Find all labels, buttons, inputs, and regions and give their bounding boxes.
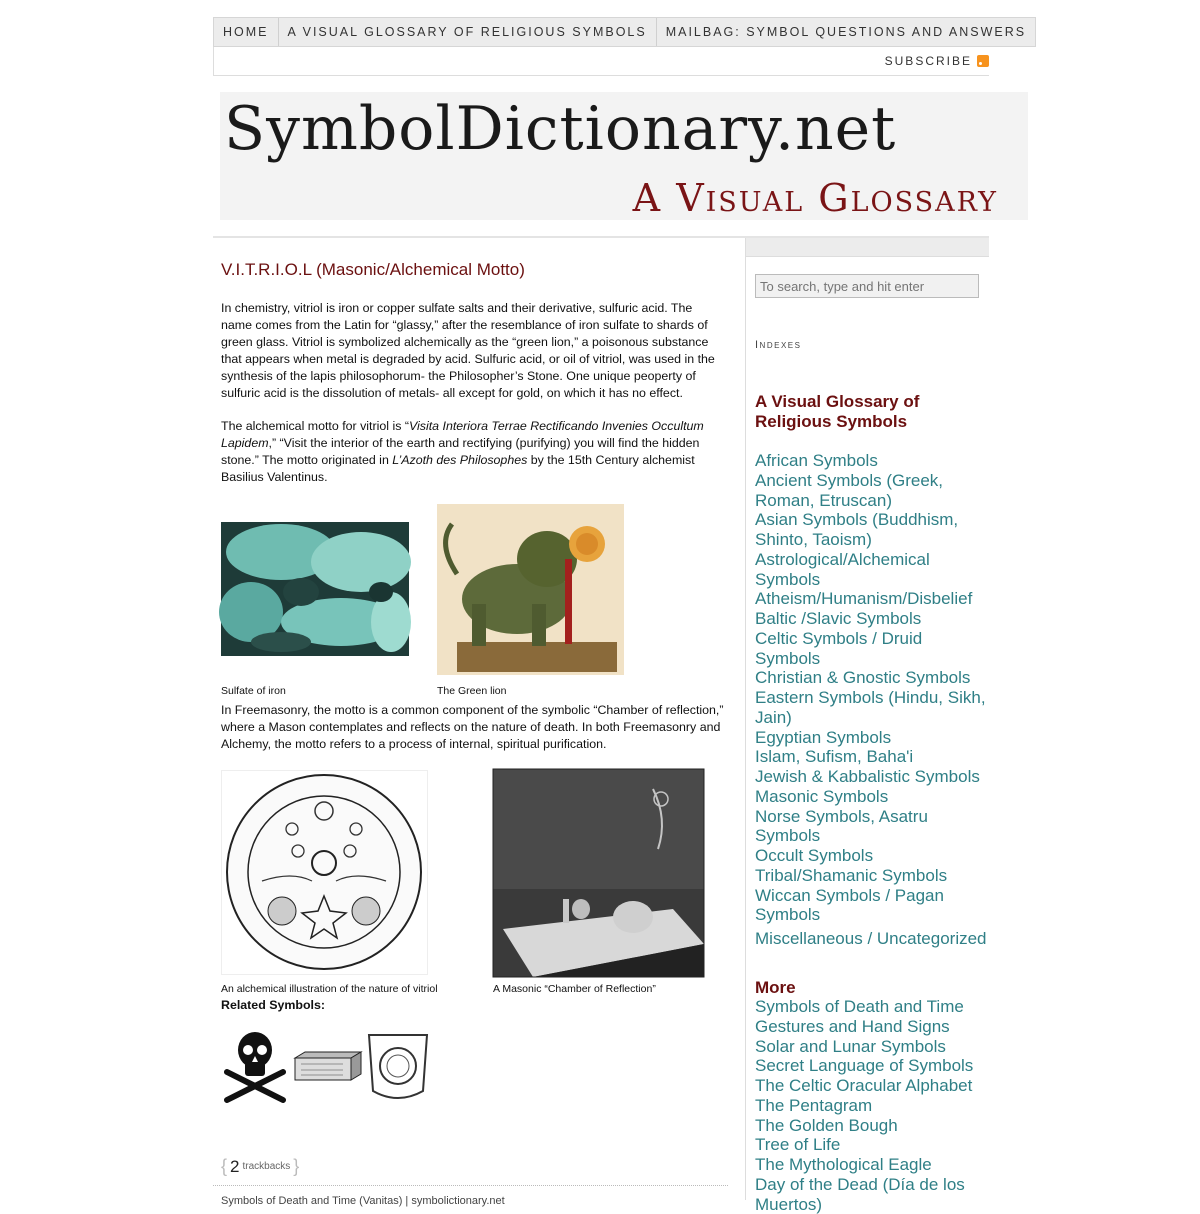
related-symbols-heading: Related Symbols: [221, 998, 325, 1012]
caption-sulfate-of-iron: Sulfate of iron [221, 685, 286, 697]
nav-home[interactable]: HOME [214, 18, 279, 46]
indexes-label: Indexes [755, 339, 802, 351]
sidebar-category-item[interactable]: Egyptian Symbols [755, 727, 892, 747]
brace-left-icon: { [221, 1156, 228, 1176]
sidebar-category-item[interactable]: Miscellaneous / Uncategorized [755, 928, 987, 948]
brace-right-icon: } [293, 1156, 300, 1176]
sidebar-more-item[interactable]: The Celtic Oracular Alphabet [755, 1076, 973, 1095]
sidebar-more-item[interactable]: The Mythological Eagle [755, 1155, 932, 1174]
more-list [755, 997, 987, 1214]
subscribe-link[interactable] [885, 54, 989, 68]
caption-green-lion: The Green lion [437, 685, 507, 697]
sidebar-more-item[interactable]: The Golden Bough [755, 1115, 898, 1135]
trackbacks-count: 2 [230, 1156, 240, 1176]
sidebar-category-item[interactable]: African Symbols [755, 451, 878, 470]
sidebar-more-item[interactable]: Day of the Dead (Día de los Muertos) [755, 1174, 965, 1214]
sidebar-category-item[interactable]: Occult Symbols [755, 846, 874, 865]
nav-visual-glossary[interactable]: A VISUAL GLOSSARY OF RELIGIOUS SYMBOLS [279, 18, 657, 46]
motto-latin: Visita Interiora Terrae Rectificando Invenies Occultum Lapidem [221, 419, 704, 450]
sidebar-category-item[interactable]: Christian & Gnostic Symbols [755, 668, 971, 688]
sidebar-more-item[interactable]: Gestures and Hand Signs [755, 1016, 950, 1036]
trackbacks-counter[interactable] [221, 1156, 299, 1177]
sidebar-category-item[interactable]: Asian Symbols (Buddhism, Shinto, Taoism) [755, 510, 959, 549]
site-banner[interactable] [220, 92, 1028, 220]
top-nav [213, 17, 1036, 47]
sidebar-category-item[interactable]: Astrological/Alchemical Symbols [755, 549, 930, 589]
post-paragraph-freemasonry: In Freemasonry, the motto is a common component of the symbolic “Chamber of reflection,” where a Mason contemplates and reflects on the nature of death. In both Freemasonry and Alchemy, the motto refers to a process of internal, spiritual purification. [221, 703, 724, 751]
post-title[interactable]: V.I.T.R.I.O.L (Masonic/Alchemical Motto) [221, 260, 525, 279]
glossary-heading[interactable]: A Visual Glossary of Religious Symbols [755, 392, 920, 431]
sidebar-more-item[interactable]: The Pentagram [755, 1095, 873, 1115]
caption-chamber-of-reflection: A Masonic “Chamber of Reflection” [493, 983, 656, 995]
sidebar-category-item[interactable]: Islam, Sufism, Baha'i [755, 747, 914, 767]
post-paragraph-motto: The alchemical motto for vitriol is “Visita Interiora Terrae Rectificando Invenies Occultum Lapidem,” “Visit the interior of the earth and rectifying (purifying) you will find the hidden stone.” The motto originated in L’Azoth des Philosophes by the 15th Century alchemist Basilius Valentinus. [221, 419, 704, 484]
post-content [213, 238, 745, 1207]
sidebar-category-item[interactable]: Norse Symbols, Asatru Symbols [755, 806, 928, 846]
subscribe-label: SUBSCRIBE [884, 54, 972, 68]
sidebar-more-item[interactable]: Solar and Lunar Symbols [755, 1036, 946, 1056]
site-tagline: A Visual Glossary [632, 176, 998, 220]
trackbacks-label: trackbacks [242, 1161, 291, 1172]
category-list [755, 451, 987, 948]
sidebar-more-item[interactable]: Tree of Life [755, 1135, 841, 1155]
sidebar-category-item[interactable]: Masonic Symbols [755, 786, 889, 806]
more-heading: More [755, 978, 796, 997]
sulfate-of-iron-image[interactable] [221, 522, 409, 656]
green-lion-image[interactable] [437, 504, 624, 675]
caption-alchemical-seal: An alchemical illustration of the nature of vitriol [221, 983, 438, 995]
sidebar-category-item[interactable]: Jewish & Kabbalistic Symbols [755, 767, 980, 786]
rss-icon [977, 55, 989, 67]
search-input[interactable] [755, 274, 979, 298]
sidebar-category-item[interactable]: Wiccan Symbols / Pagan Symbols [755, 885, 944, 925]
sidebar-header-bar [746, 238, 989, 257]
related-skull-crossbones-icon[interactable] [221, 1028, 289, 1104]
post-paragraph-chemistry: In chemistry, vitriol is iron or copper sulfate salts and their derivative, sulfuric acid. The name comes from the Latin for “glassy,” after the resemblance of iron sulfate to shards of green glass. Vitriol is symbolized alchemically as the “green lion,” a poisonous substance that appears when metal is degraded by acid. Sulfuric acid, or oil of vitriol, was used in the synthesis of the lapis philosophorum- the Philosopher’s Stone. One unique peoperty of sulfuric acid is the dissolution of metals- all except for gold, on which it has no effect. [221, 301, 715, 400]
sidebar-category-item[interactable]: Atheism/Humanism/Disbelief [755, 589, 973, 609]
sidebar-category-item[interactable]: Celtic Symbols / Druid Symbols [755, 628, 923, 668]
sidebar-category-item[interactable]: Tribal/Shamanic Symbols [755, 865, 948, 885]
sidebar-category-item[interactable]: Ancient Symbols (Greek, Roman, Etruscan) [755, 470, 944, 510]
site-logo: SymbolDictionary.net [224, 94, 897, 164]
trackback-entry[interactable]: Symbols of Death and Time (Vanitas) | symbolictionary.net [221, 1195, 505, 1207]
sub-bar [213, 47, 989, 76]
sidebar [745, 238, 989, 1214]
sidebar-more-item[interactable]: Secret Language of Symbols [755, 1056, 974, 1076]
related-mark-keystone-icon[interactable] [367, 1033, 429, 1103]
nav-mailbag[interactable]: MAILBAG: SYMBOL QUESTIONS AND ANSWERS [665, 25, 1027, 39]
chamber-of-reflection-image[interactable] [493, 769, 704, 977]
book-title: L’Azoth des Philosophes [392, 453, 528, 467]
related-ashlar-stone-icon[interactable] [293, 1050, 363, 1082]
sidebar-category-item[interactable]: Baltic /Slavic Symbols [755, 609, 922, 628]
sidebar-more-item[interactable]: Symbols of Death and Time [755, 997, 964, 1016]
post-divider [213, 1185, 728, 1186]
sidebar-category-item[interactable]: Eastern Symbols (Hindu, Sikh, Jain) [755, 688, 986, 727]
alchemical-seal-image[interactable] [221, 770, 428, 975]
